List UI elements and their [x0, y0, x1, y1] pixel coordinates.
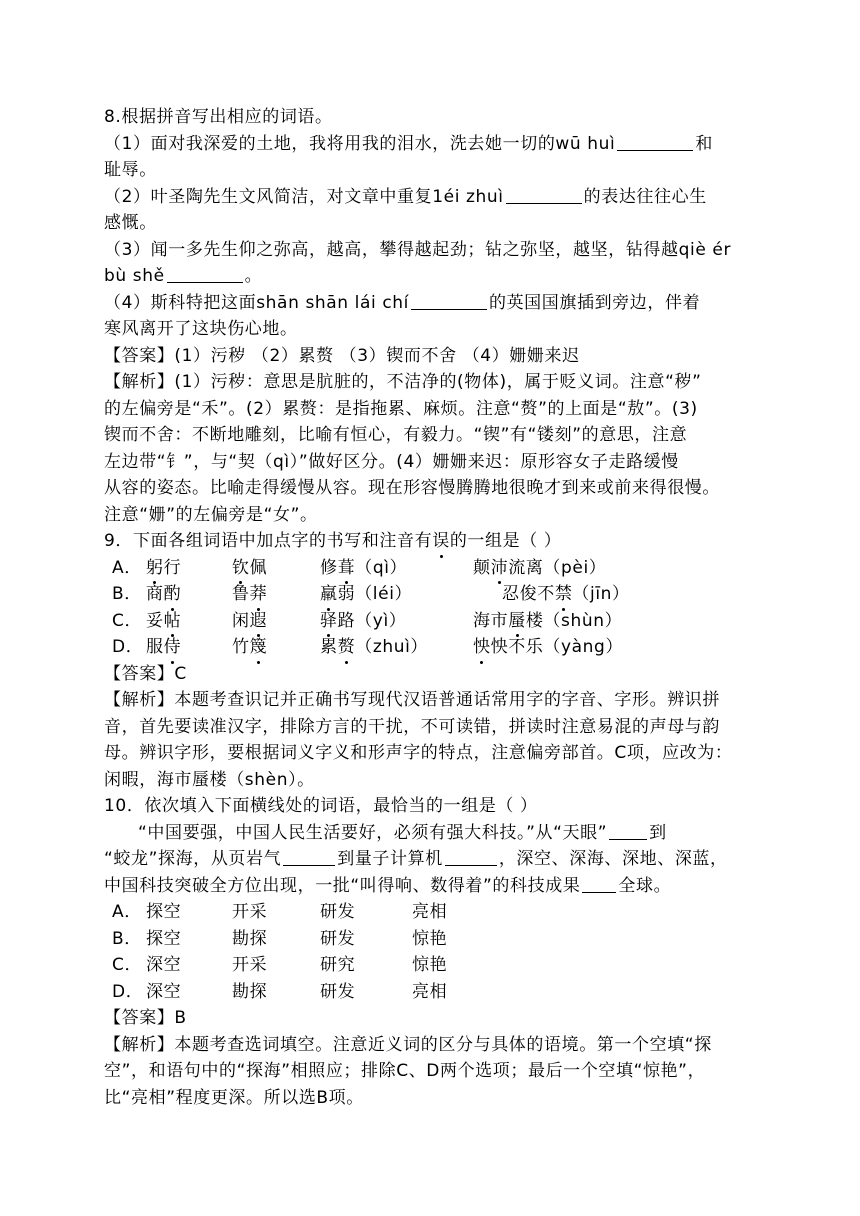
- q9-analysis-line: 母。辨识字形，要根据词义字义和形声字的特点，注意偏旁部首。C项，应改为：: [104, 743, 733, 763]
- q8-blank-4[interactable]: [411, 291, 487, 310]
- q9-analysis-line: 【解析】本题考查识记并正确书写现代汉语普通话常用字的字音、字形。辨识拼: [104, 690, 720, 710]
- option-word-2: 闲遐: [232, 608, 267, 635]
- dotted-char: 蜃: [508, 608, 526, 635]
- q10-blank-2[interactable]: [283, 847, 335, 866]
- q8-analysis-line: 从容的姿态。比喻走得缓慢从容。现在形容慢腾腾地很晚才到来或前来得很慢。: [104, 478, 720, 498]
- q10-p2-mid: 到量子计算机: [337, 849, 443, 869]
- option-word-1: 探空: [146, 928, 182, 949]
- option-word-3: 研发: [320, 902, 356, 922]
- q10-p3-end: 全球。: [618, 875, 672, 896]
- q9-answer: 【答案】C: [104, 663, 187, 684]
- q9-title-emphasis: 误: [432, 528, 450, 555]
- option-word-2: 勘探: [232, 928, 268, 949]
- q8-analysis-line: 【解析】(1）污秽：意思是肮脏的，不洁净的(物体)，属于贬义词。注意“秽”: [104, 372, 702, 392]
- q10-title: 10．依次填入下面横线处的词语，最恰当的一组是（ ）: [104, 796, 538, 816]
- option-word-4: 颠沛流离（pèi）: [473, 555, 606, 582]
- q8-analysis-line: 左边带“钅”，与“契（qì）”做好区分。(4）姗姗来迟：原形容女子走路缓慢: [104, 451, 679, 472]
- option-letter: B．: [112, 584, 142, 604]
- option-letter: C．: [112, 610, 143, 631]
- option-word-2: 钦佩: [232, 555, 267, 582]
- q8-blank-1[interactable]: [617, 132, 693, 151]
- q10-option-b[interactable]: [104, 926, 784, 953]
- dotted-char: 葺: [338, 555, 356, 582]
- option-word-1: 深空: [146, 981, 182, 1002]
- q8-s3-pinyin: bù shě: [104, 266, 165, 286]
- dotted-char: 钦: [232, 555, 250, 582]
- option-word-2: 开采: [232, 955, 268, 975]
- dotted-char: 驿: [320, 608, 338, 635]
- q8-blank-2[interactable]: [506, 185, 582, 204]
- q10-analysis-line: 比“亮相”程度更深。所以选B项。: [104, 1087, 364, 1108]
- dotted-char: 禁: [555, 581, 573, 608]
- q10-blank-1[interactable]: [609, 821, 647, 840]
- q8-s4-cont: 寒风离开了这块伤心地。: [104, 319, 298, 339]
- option-word-2: 勘探: [232, 981, 268, 1002]
- q10-option-a[interactable]: [104, 899, 784, 926]
- q8-s2-text: （2）叶圣陶先生文风简洁，对文章中重复1éi zhuì: [104, 186, 504, 207]
- q8-analysis-line: 的左偏旁是“禾”。(2）累赘：是指拖累、麻烦。注意“赘”的上面是“敖”。(3): [104, 398, 698, 419]
- q8-s4-end: 的英国国旗插到旁边，伴着: [488, 292, 701, 313]
- q10-blank-3[interactable]: [445, 847, 497, 866]
- q9-title: [104, 528, 784, 555]
- q8-s2-end: 的表达往往心生: [583, 186, 707, 207]
- option-letter: D．: [112, 981, 144, 1002]
- dotted-char: 躬: [146, 555, 164, 582]
- dotted-char: 酌: [164, 581, 182, 608]
- option-word-1: 商酌: [146, 581, 181, 608]
- q9-analysis-line: 闲暇，海市蜃楼（shèn）。: [104, 769, 315, 790]
- option-word-1: 躬行: [146, 555, 181, 582]
- q10-answer: 【答案】B: [104, 1008, 187, 1028]
- option-word-3: 研发: [320, 928, 356, 949]
- option-letter: D．: [112, 637, 144, 657]
- q8-s1-cont: 耻辱。: [104, 160, 157, 180]
- option-word-4: 亮相: [412, 902, 448, 922]
- option-word-3: 研发: [320, 981, 356, 1002]
- document-page: [104, 104, 784, 1111]
- q8-answer: 【答案】(1）污秽 （2）累赘 （3）锲而不舍 （4）姗姗来迟: [104, 345, 580, 366]
- dotted-char: 赘: [338, 634, 356, 661]
- q9-option-a[interactable]: [104, 555, 784, 582]
- q10-option-d[interactable]: [104, 979, 784, 1006]
- q9-analysis-line: 音，首先要读准汉字，排除方言的干扰，不可读错，拼读时注意易混的声母与韵: [104, 716, 720, 737]
- option-word-1: 深空: [146, 955, 182, 975]
- option-word-2: 竹篾: [232, 634, 267, 661]
- q10-p3-text: 中国科技突破全方位出现，一批“叫得响、数得着”的科技成果: [104, 875, 581, 896]
- q8-s1-end: 和: [695, 133, 713, 154]
- q8-sentence-4: [104, 290, 784, 317]
- option-word-4: 亮相: [412, 981, 448, 1002]
- option-word-3: 羸弱（léi）: [320, 581, 412, 608]
- option-word-1: 探空: [146, 902, 182, 922]
- q8-s4-text: （4）斯科特把这面shān shān lái chí: [104, 292, 409, 313]
- q8-sentence-3: （3）闻一多先生仰之弥高，越高，攀得越起劲；钻之弥坚，越坚，钻得越qiè ér: [104, 239, 732, 260]
- q8-s3-end: 。: [244, 266, 263, 286]
- q8-s1-text: （1）面对我深爱的土地，我将用我的泪水，洗去她一切的wū huì: [104, 133, 616, 154]
- q8-title: 8.根据拼音写出相应的词语。: [104, 107, 333, 127]
- option-letter: C．: [112, 955, 143, 975]
- q8-analysis-line: 锲而不舍：不断地雕刻，比喻有恒心，有毅力。“锲”有“镂刻”的意思，注意: [104, 425, 688, 445]
- option-letter: A．: [112, 902, 142, 922]
- q10-p2-text: “蛟龙”探海，从页岩气: [104, 849, 282, 869]
- option-word-4: 怏怏不乐（yàng）: [473, 634, 623, 661]
- dotted-char: 帖: [164, 608, 182, 635]
- q8-s2-cont: 感慨。: [104, 213, 157, 233]
- option-word-4: 惊艳: [412, 928, 448, 949]
- q9-title-end: 的一组是（ ）: [449, 531, 562, 551]
- q9-title-text: 9．下面各组词语中加点字的书写和注音有: [104, 531, 433, 551]
- q10-p1-text: “中国要强，中国人民生活要好，必须有强大科技。”从“天眼”: [138, 822, 608, 843]
- q10-blank-4[interactable]: [582, 874, 616, 893]
- dotted-char: 怏: [473, 634, 491, 661]
- q8-blank-3[interactable]: [167, 264, 243, 283]
- q9-option-c[interactable]: [104, 608, 784, 635]
- dotted-char: 沛: [491, 555, 509, 582]
- dotted-char: 遐: [250, 608, 268, 635]
- option-word-3: 累赘（zhuì）: [320, 634, 428, 661]
- dotted-char: 羸: [320, 581, 338, 608]
- option-word-1: 妥帖: [146, 608, 181, 635]
- option-word-2: 开采: [232, 902, 268, 922]
- q9-option-b[interactable]: [104, 581, 784, 608]
- option-word-3: 驿路（yì）: [320, 608, 406, 635]
- option-letter: A．: [112, 557, 142, 578]
- option-word-4: 海市蜃楼（shùn）: [473, 608, 622, 635]
- q8-sentence-2: [104, 184, 784, 211]
- q8-analysis-line: 注意“姗”的左偏旁是“女”。: [104, 504, 318, 525]
- option-letter: B．: [112, 928, 142, 949]
- q9-option-d[interactable]: [104, 634, 784, 661]
- option-word-1: 服侍: [146, 634, 181, 661]
- q10-option-c[interactable]: [104, 952, 784, 979]
- q10-passage-line-2: [104, 846, 784, 873]
- option-word-4: 忍俊不禁（jīn）: [502, 581, 630, 608]
- option-word-3: 研究: [320, 955, 356, 975]
- dotted-char: 莽: [250, 581, 268, 608]
- q10-passage-line-1: [104, 820, 784, 847]
- option-word-4: 惊艳: [412, 955, 448, 975]
- q10-passage-line-3: [104, 873, 784, 900]
- option-word-3: 修葺（qì）: [320, 555, 407, 582]
- q8-s3-cont: [104, 263, 784, 290]
- q10-analysis-line: 【解析】本题考查选词填空。注意近义词的区分与具体的语境。第一个空填“探: [104, 1034, 712, 1055]
- option-word-2: 鲁莽: [232, 581, 267, 608]
- q10-p1-end: 到: [649, 822, 667, 843]
- dotted-char: 篾: [250, 634, 268, 661]
- q10-p2-end: ，深空、深海、深地、深蓝，: [498, 849, 728, 869]
- q10-analysis-line: 空”，和语句中的“探海”相照应；排除C、D两个选项；最后一个空填“惊艳”，: [104, 1061, 706, 1081]
- dotted-char: 侍: [164, 634, 182, 661]
- q8-sentence-1: [104, 131, 784, 158]
